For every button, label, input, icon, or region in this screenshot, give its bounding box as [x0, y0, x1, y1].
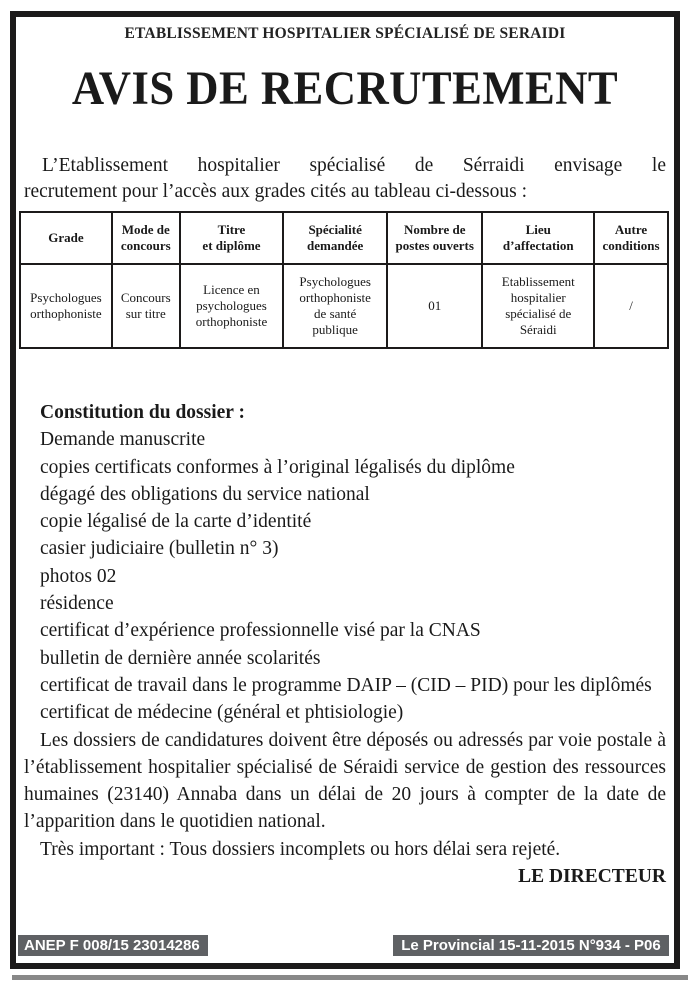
dossier-item: certificat de travail dans le programme DAIP – (CID – PID) pour les diplômés: [40, 674, 652, 696]
header-nombre-postes: Nombre de postes ouverts: [387, 212, 482, 264]
publication-reference: Le Provincial 15-11-2015 N°934 - P06: [393, 935, 669, 956]
cell-titre: Licence en psychologues orthophoniste: [180, 264, 284, 348]
dossier-item: copies certificats conformes à l’original légalisés du diplôme: [40, 456, 515, 478]
header-titre-diplome: Titre et diplôme: [180, 212, 284, 264]
dossier-section: [24, 399, 666, 890]
dossier-item: copie légalisé de la carte d’identité: [40, 511, 312, 533]
page-title: AVIS DE RECRUTEMENT: [71, 62, 619, 115]
dossier-item: certificat de médecine (général et phtisiologie): [40, 702, 404, 724]
dossier-item: dégagé des obligations du service national: [40, 483, 370, 505]
header-grade: Grade: [20, 212, 112, 264]
header-autre-conditions: Autre conditions: [594, 212, 668, 264]
dossier-item: photos 02: [40, 565, 117, 587]
cell-nombre: 01: [387, 264, 482, 348]
positions-table: [19, 211, 669, 349]
header-lieu-affectation: Lieu d’affectation: [482, 212, 594, 264]
dossier-item: Demande manuscrite: [40, 429, 206, 451]
dossier-item: bulletin de dernière année scolarités: [40, 647, 321, 669]
header-specialite: Spécialité demandée: [283, 212, 387, 264]
cell-specialite: Psychologues orthophoniste de santé publique: [283, 264, 387, 348]
dossier-item: résidence: [40, 593, 114, 615]
dossier-heading: Constitution du dossier :: [40, 402, 245, 423]
cell-autre: /: [594, 264, 668, 348]
cell-grade: Psychologues orthophoniste: [20, 264, 112, 348]
intro-line-2: recrutement pour l’accès aux grades cités au tableau ci-dessous :: [24, 181, 527, 202]
cell-mode: Concours sur titre: [112, 264, 180, 348]
signature: LE DIRECTEUR: [518, 866, 666, 888]
cell-lieu: Etablissement hospitalier spécialisé de Séraidi: [482, 264, 594, 348]
announcement-frame: [10, 11, 680, 969]
dossier-item: certificat d’expérience professionnelle visé par la CNAS: [40, 620, 481, 642]
header-mode-concours: Mode de concours: [112, 212, 180, 264]
bottom-rule-divider: [12, 975, 688, 980]
table-header-row: [20, 212, 668, 264]
warning-text: Très important : Tous dossiers incomplets ou hors délai sera rejeté.: [40, 838, 561, 860]
anep-reference: ANEP F 008/15 23014286: [18, 935, 208, 956]
table-row: [20, 264, 668, 348]
submission-paragraph: Les dossiers de candidatures doivent être déposés ou adressés par voie postale à l’établissement hospitalier spécialisé de Séraidi service de gestion des ressources humaines (23140) Annaba dans un délai de 20 jours à compter de la date de l’apparition dans le quotidien national.: [24, 729, 666, 833]
organization-name: ETABLISSEMENT HOSPITALIER SPÉCIALISÉ DE SERAIDI: [124, 25, 566, 42]
intro-line-1: L’Etablissement hospitalier spécialisé de Sérraidi envisage le: [42, 155, 666, 176]
intro-paragraph: [24, 153, 666, 205]
dossier-item: casier judiciaire (bulletin n° 3): [40, 538, 279, 560]
